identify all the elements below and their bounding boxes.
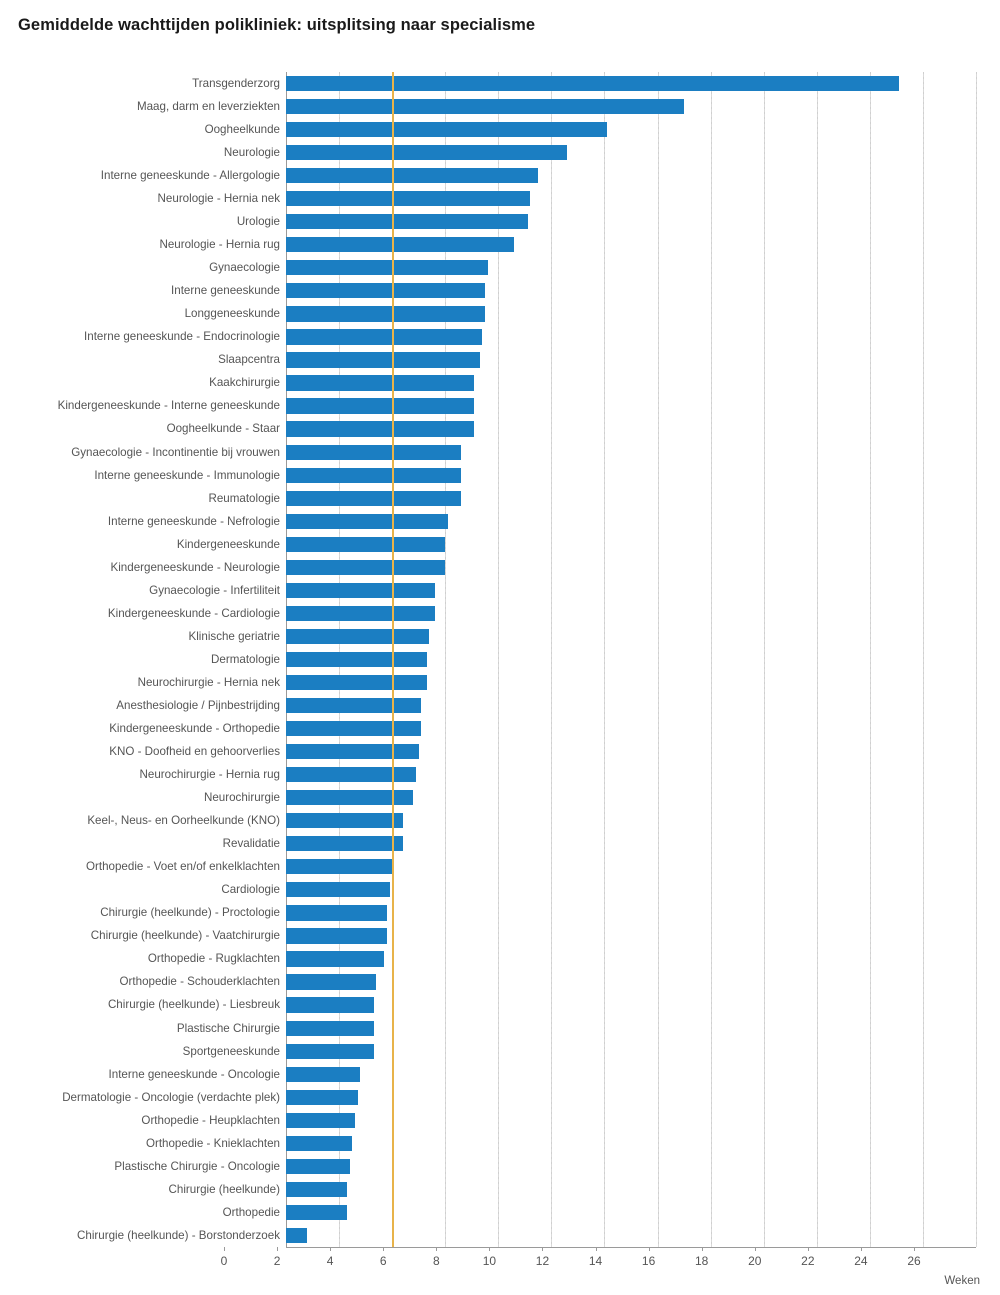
category-label: Oogheelkunde	[204, 122, 280, 136]
bar-row[interactable]	[119, 971, 976, 994]
bar[interactable]	[286, 1067, 360, 1082]
x-tick-label: 20	[748, 1254, 762, 1268]
bar[interactable]	[286, 767, 416, 782]
bar[interactable]	[286, 698, 421, 713]
bar-row[interactable]	[147, 947, 976, 970]
category-label: Neurochirurgie	[203, 791, 280, 805]
bar[interactable]	[286, 537, 445, 552]
bar-row[interactable]	[108, 1063, 976, 1086]
x-tick	[914, 1247, 915, 1251]
bar[interactable]	[286, 191, 530, 206]
category-label: Gynaecologie	[209, 261, 280, 275]
bar-row[interactable]	[184, 302, 976, 325]
bar[interactable]	[286, 283, 485, 298]
bar-row[interactable]	[192, 72, 976, 95]
bar[interactable]	[286, 744, 419, 759]
bar-row[interactable]	[100, 901, 976, 924]
category-label: Dermatologie - Oncologie (verdachte plek)	[62, 1090, 280, 1104]
x-tick	[649, 1247, 650, 1251]
x-tick-label: 12	[535, 1254, 550, 1268]
bar-row[interactable]	[110, 556, 976, 579]
x-tick-label: 16	[641, 1254, 656, 1268]
bar-row[interactable]	[145, 1132, 976, 1155]
bar-row[interactable]	[90, 924, 976, 947]
bar[interactable]	[286, 375, 474, 390]
category-label: Maag, darm en leverziekten	[136, 99, 280, 113]
bar-row[interactable]	[166, 418, 976, 441]
bar-row[interactable]	[71, 441, 976, 464]
bar-chart	[0, 62, 1000, 1295]
x-tick	[383, 1247, 384, 1251]
bar[interactable]	[286, 99, 684, 114]
bar-row[interactable]	[157, 187, 976, 210]
bar[interactable]	[286, 859, 392, 874]
category-label: Kindergeneeskunde - Interne geneeskunde	[57, 399, 280, 413]
category-label: Interne geneeskunde - Endocrinologie	[84, 330, 280, 344]
x-tick-label: 24	[854, 1254, 868, 1268]
bar[interactable]	[286, 468, 461, 483]
category-label: Orthopedie - Rugklachten	[147, 952, 280, 966]
bar[interactable]	[286, 214, 528, 229]
bar[interactable]	[286, 882, 390, 897]
category-label: Transgenderzorg	[192, 76, 280, 90]
bar[interactable]	[286, 1159, 350, 1174]
bar[interactable]	[286, 606, 435, 621]
bar[interactable]	[286, 260, 488, 275]
bar-row[interactable]	[84, 325, 976, 348]
x-tick-label: 22	[801, 1254, 815, 1268]
category-label: Klinische geriatrie	[188, 629, 280, 643]
plot-area	[57, 72, 976, 1247]
bar[interactable]	[286, 445, 461, 460]
bar[interactable]	[286, 583, 435, 598]
bar-row[interactable]	[204, 118, 976, 141]
category-label: Chirurgie (heelkunde) - Vaatchirurgie	[90, 929, 280, 943]
bar-row[interactable]	[109, 740, 976, 763]
treeknorm-reference-line	[392, 72, 394, 1247]
page-title: Gemiddelde wachttijden polikliniek: uitsplitsing naar specialisme	[18, 16, 536, 34]
bar-row[interactable]	[57, 395, 976, 418]
category-label: Neurochirurgie - Hernia nek	[137, 675, 280, 689]
bar[interactable]	[286, 1113, 355, 1128]
bar[interactable]	[286, 306, 485, 321]
bar-row[interactable]	[209, 372, 976, 395]
category-label: Neurochirurgie - Hernia rug	[139, 768, 280, 782]
category-label: Keel-, Neus- en Oorheelkunde (KNO)	[87, 814, 280, 828]
bar-row[interactable]	[139, 763, 976, 786]
category-label: KNO - Doofheid en gehoorverlies	[109, 745, 280, 759]
category-label: Orthopedie - Schouderklachten	[119, 975, 280, 989]
bar-row[interactable]	[168, 1178, 976, 1201]
x-tick-label: 18	[695, 1254, 709, 1268]
x-tick-label: 14	[588, 1254, 603, 1268]
category-label: Dermatologie	[211, 652, 280, 666]
bar[interactable]	[286, 122, 607, 137]
bar[interactable]	[286, 836, 403, 851]
bar[interactable]	[286, 491, 461, 506]
category-label: Kindergeneeskunde - Neurologie	[110, 560, 280, 574]
bar-row[interactable]	[100, 164, 976, 187]
x-tick	[808, 1247, 809, 1251]
category-label: Slaapcentra	[218, 353, 280, 367]
bar[interactable]	[286, 790, 413, 805]
bar-row[interactable]	[209, 256, 976, 279]
bar-row[interactable]	[141, 1109, 976, 1132]
bar-row[interactable]	[208, 487, 976, 510]
category-label: Interne geneeskunde - Nefrologie	[107, 514, 280, 528]
bar-row[interactable]	[236, 210, 976, 233]
bar-row[interactable]	[176, 1017, 976, 1040]
bar[interactable]	[286, 1021, 374, 1036]
category-label: Interne geneeskunde - Oncologie	[108, 1067, 280, 1081]
bar[interactable]	[286, 629, 429, 644]
category-label: Sportgeneeskunde	[182, 1044, 280, 1058]
category-label: Kindergeneeskunde - Cardiologie	[107, 606, 280, 620]
bar-row[interactable]	[62, 1086, 976, 1109]
bar-row[interactable]	[222, 832, 976, 855]
category-label: Orthopedie - Knieklachten	[145, 1136, 280, 1150]
bar-row[interactable]	[176, 533, 976, 556]
bar[interactable]	[286, 675, 427, 690]
category-label: Interne geneeskunde	[171, 284, 280, 298]
bar[interactable]	[286, 1205, 347, 1220]
category-label: Interne geneeskunde - Immunologie	[94, 468, 280, 482]
category-label: Kindergeneeskunde - Orthopedie	[109, 722, 280, 735]
bar-row[interactable]	[171, 279, 976, 302]
bar-row[interactable]	[218, 348, 976, 371]
bar[interactable]	[286, 813, 403, 828]
bar-row[interactable]	[85, 855, 976, 878]
bar[interactable]	[286, 951, 384, 966]
bar-row[interactable]	[109, 717, 976, 740]
category-label: Neurologie - Hernia nek	[157, 192, 280, 206]
bar[interactable]	[286, 652, 427, 667]
bar-row[interactable]	[87, 809, 976, 832]
bar[interactable]	[286, 145, 567, 160]
x-tick-label: 8	[432, 1254, 440, 1268]
x-tick	[489, 1247, 490, 1251]
x-axis-line	[286, 1247, 976, 1248]
category-label: Orthopedie - Heupklachten	[141, 1113, 280, 1127]
x-tick	[596, 1247, 597, 1251]
bar[interactable]	[286, 329, 482, 344]
bar[interactable]	[286, 974, 376, 989]
x-tick-label: 2	[273, 1254, 281, 1268]
category-label: Gynaecologie - Incontinentie bij vrouwen	[71, 445, 280, 459]
bar[interactable]	[286, 421, 474, 436]
category-label: Cardiologie	[221, 883, 280, 897]
bar-row[interactable]	[149, 579, 976, 602]
bar[interactable]	[286, 237, 514, 252]
category-label: Kindergeneeskunde	[176, 537, 280, 551]
bar-row[interactable]	[114, 1155, 976, 1178]
category-label: Neurologie - Hernia rug	[159, 238, 280, 252]
category-label: Interne geneeskunde - Allergologie	[100, 169, 280, 183]
category-label: Chirurgie (heelkunde) - Liesbreuk	[107, 998, 280, 1012]
category-label: Neurologie	[223, 146, 280, 160]
category-label: Chirurgie (heelkunde)	[168, 1182, 280, 1196]
x-tick	[755, 1247, 756, 1251]
bar[interactable]	[286, 1090, 358, 1105]
bar-row[interactable]	[107, 602, 976, 625]
category-label: Longgeneeskunde	[184, 307, 280, 321]
bar-row[interactable]	[222, 1201, 976, 1224]
category-label: Chirurgie (heelkunde) - Proctologie	[100, 906, 280, 920]
bar-row[interactable]	[137, 671, 976, 694]
x-tick-label: 26	[907, 1254, 921, 1268]
bar-row[interactable]	[182, 1040, 976, 1063]
bar-row[interactable]	[136, 95, 976, 118]
category-label: Oogheelkunde - Staar	[166, 422, 280, 436]
bar[interactable]	[286, 76, 899, 91]
bar[interactable]	[286, 1182, 347, 1197]
x-tick	[542, 1247, 543, 1251]
x-tick-label: 0	[220, 1254, 228, 1268]
bar[interactable]	[286, 1044, 374, 1059]
bar-row[interactable]	[211, 648, 976, 671]
x-tick	[224, 1247, 225, 1251]
x-tick	[702, 1247, 703, 1251]
bar[interactable]	[286, 1228, 307, 1243]
category-label: Chirurgie (heelkunde) - Borstonderzoek	[77, 1228, 280, 1242]
x-tick	[861, 1247, 862, 1251]
bar[interactable]	[286, 168, 538, 183]
category-label: Gynaecologie - Infertiliteit	[149, 583, 280, 597]
x-tick-label: 4	[326, 1254, 334, 1268]
gridline	[976, 72, 977, 1247]
bar[interactable]	[286, 721, 421, 736]
bar-row[interactable]	[159, 233, 976, 256]
x-axis-title: Weken	[944, 1275, 980, 1287]
category-label: Kaakchirurgie	[209, 376, 280, 390]
bar-row[interactable]	[77, 1224, 976, 1247]
category-label: Plastische Chirurgie - Oncologie	[114, 1159, 280, 1173]
category-label: Revalidatie	[222, 837, 280, 851]
bar-rows	[57, 72, 976, 1247]
category-label: Orthopedie - Voet en/of enkelklachten	[85, 860, 280, 874]
category-label: Reumatologie	[208, 491, 280, 505]
bar-row[interactable]	[203, 786, 976, 809]
category-label: Plastische Chirurgie	[176, 1021, 280, 1035]
x-tick-label: 10	[482, 1254, 497, 1268]
x-tick	[330, 1247, 331, 1251]
bar-row[interactable]	[94, 464, 976, 487]
category-label: Anesthesiologie / Pijnbestrijding	[116, 698, 280, 712]
bar[interactable]	[286, 905, 387, 920]
bar[interactable]	[286, 560, 445, 575]
bar[interactable]	[286, 514, 448, 529]
bar-row[interactable]	[188, 625, 976, 648]
bar[interactable]	[286, 997, 374, 1012]
bar[interactable]	[286, 1136, 352, 1151]
x-tick	[436, 1247, 437, 1251]
bar-row[interactable]	[116, 694, 976, 717]
category-label: Orthopedie	[222, 1205, 280, 1219]
bar-row[interactable]	[223, 141, 976, 164]
bar[interactable]	[286, 928, 387, 943]
bar-row[interactable]	[107, 510, 976, 533]
bar-row[interactable]	[107, 994, 976, 1017]
bar[interactable]	[286, 398, 474, 413]
bar[interactable]	[286, 352, 480, 367]
bar-row[interactable]	[221, 878, 976, 901]
category-label: Urologie	[236, 215, 280, 229]
x-tick-label: 6	[379, 1254, 387, 1268]
x-tick	[277, 1247, 278, 1251]
